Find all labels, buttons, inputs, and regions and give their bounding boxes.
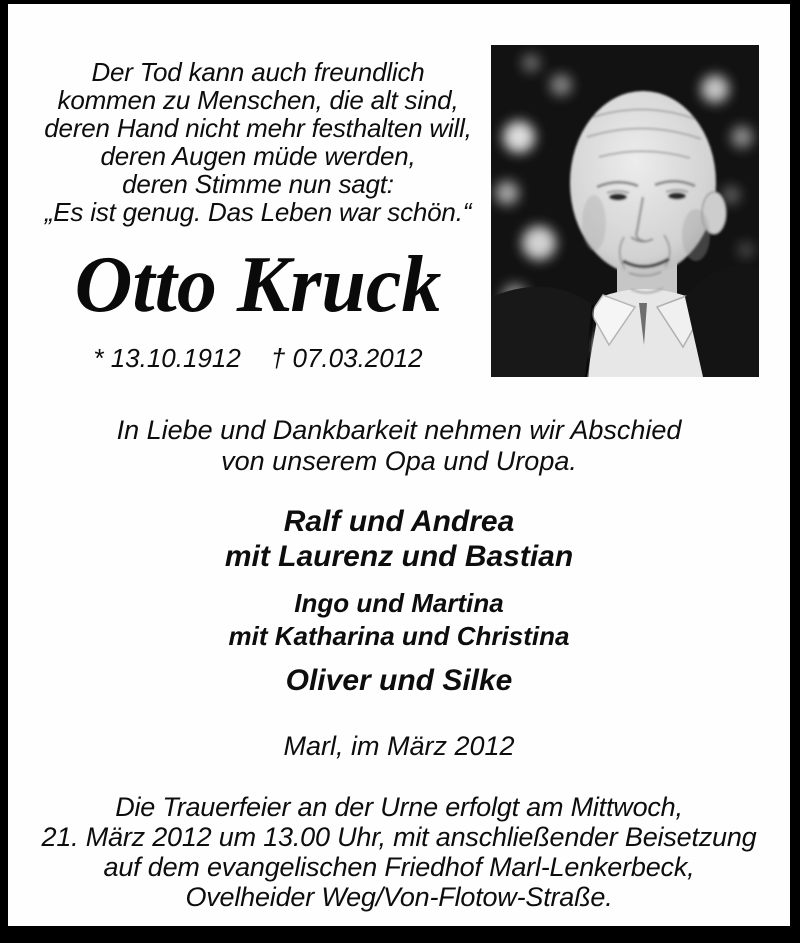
poem-line: deren Stimme nun sagt:: [122, 169, 394, 199]
poem-line: Der Tod kann auch freundlich: [91, 57, 425, 87]
notice-paper: [8, 4, 790, 926]
mourners-group-1: [8, 504, 790, 574]
deceased-photo: [491, 45, 759, 377]
mourner-line: Ralf und Andrea: [283, 505, 515, 538]
funeral-info: [8, 792, 790, 912]
portrait-illustration: [491, 45, 759, 377]
mourners-group-2: [8, 587, 790, 653]
mourner-line: Ingo und Martina: [294, 588, 504, 618]
birth-date: * 13.10.1912: [93, 343, 241, 373]
funeral-line: 21. März 2012 um 13.00 Uhr, mit anschließender Beisetzung: [41, 822, 757, 852]
farewell-text: [8, 415, 790, 477]
mourner-line: Oliver und Silke: [285, 664, 513, 697]
deceased-name: Otto Kruck: [74, 241, 442, 329]
death-date: † 07.03.2012: [270, 343, 423, 373]
farewell-line: In Liebe und Dankbarkeit nehmen wir Abschied: [116, 415, 682, 445]
funeral-line: Die Trauerfeier an der Urne erfolgt am Mittwoch,: [115, 792, 683, 822]
poem-line: „Es ist genug. Das Leben war schön.“: [44, 197, 472, 227]
mourner-line: mit Katharina und Christina: [228, 621, 570, 651]
poem-line: deren Hand nicht mehr festhalten will,: [44, 113, 472, 143]
farewell-line: von unserem Opa und Uropa.: [221, 446, 577, 476]
place-date: Marl, im März 2012: [283, 731, 515, 761]
poem-line: deren Augen müde werden,: [100, 141, 416, 171]
mourners-group-3: [8, 666, 790, 696]
mourner-line: mit Laurenz und Bastian: [224, 540, 574, 573]
poem-line: kommen zu Menschen, die alt sind,: [57, 85, 459, 115]
funeral-line: auf dem evangelischen Friedhof Marl-Lenkerbeck,: [103, 852, 695, 882]
life-dates: [8, 343, 508, 373]
funeral-line: Ovelheider Weg/Von-Flotow-Straße.: [185, 882, 613, 912]
poem: [8, 58, 508, 226]
